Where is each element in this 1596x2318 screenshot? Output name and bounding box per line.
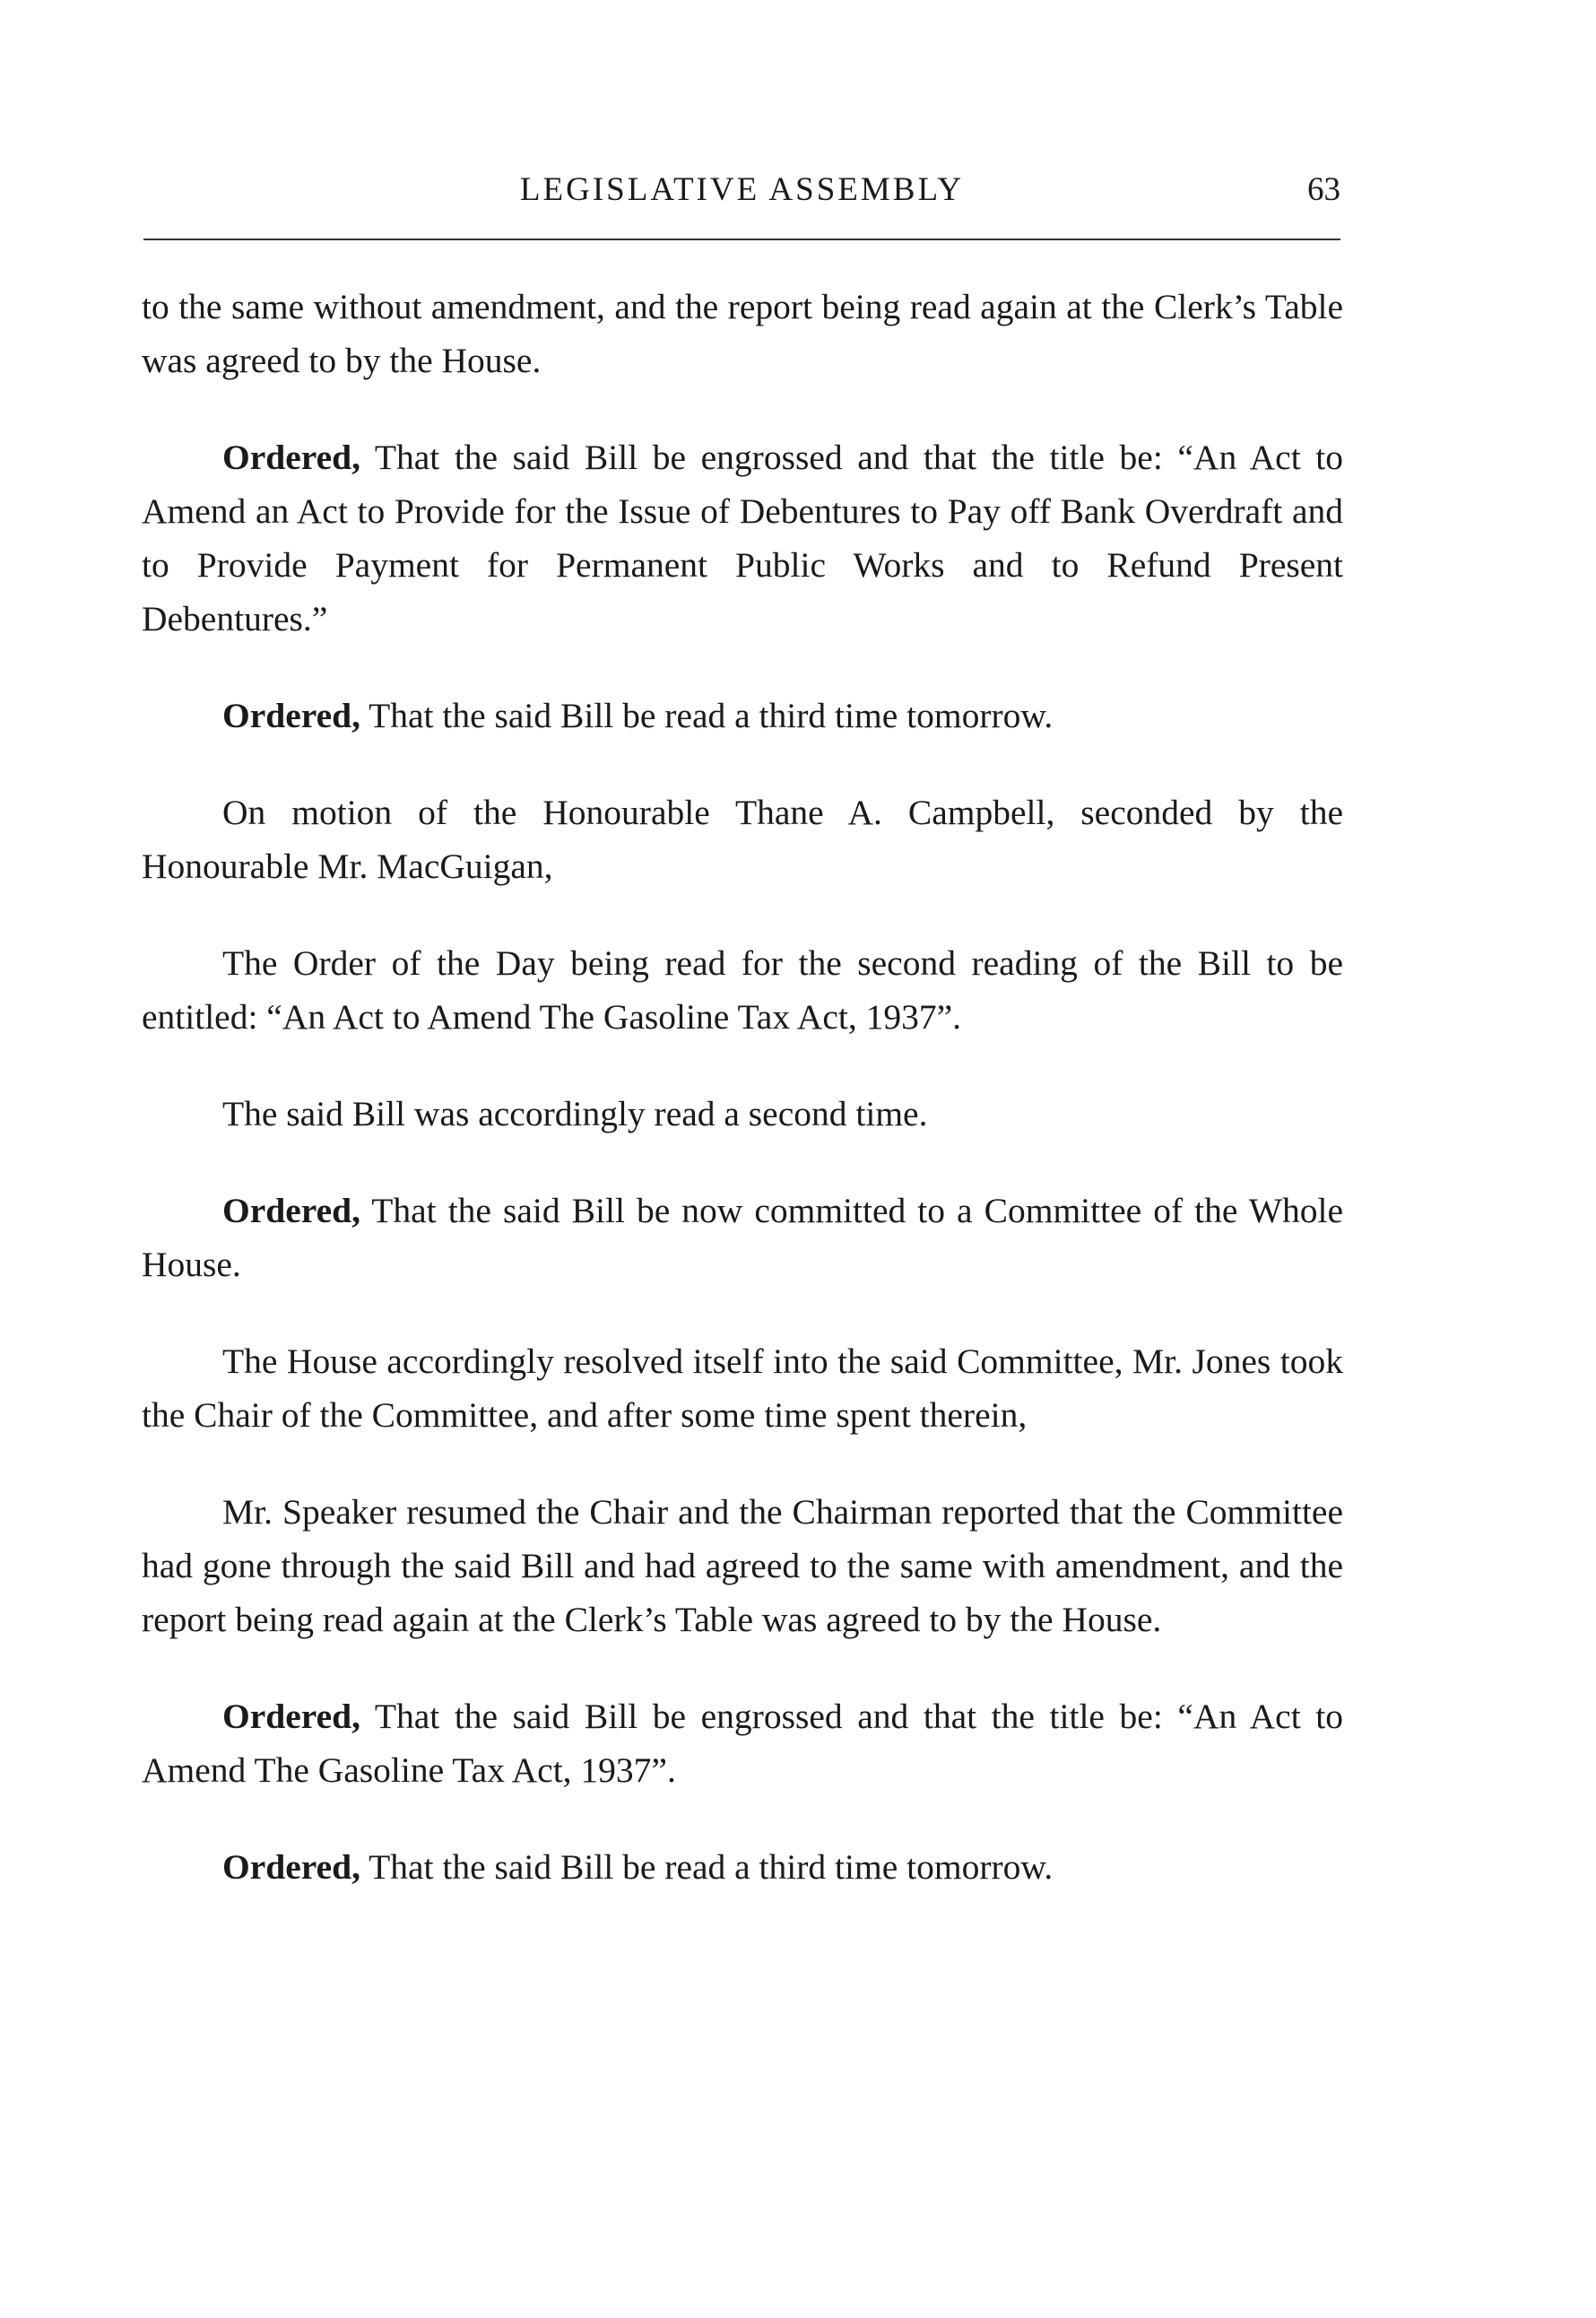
paragraph — [142, 1184, 1343, 1291]
paragraph-text: The Order of the Day being read for the second reading of the Bill to be entitled: “An Act to Amend The Gasoline Tax Act, 1937”. — [142, 943, 1343, 1037]
paragraph-lead: Ordered, — [222, 1847, 360, 1887]
paragraph-text: to the same without amendment, and the report being read again at the Clerk’s Table was agreed to by the House. — [142, 287, 1343, 380]
paragraph-text: That the said Bill be read a third time tomorrow. — [360, 1847, 1054, 1887]
page-number: 63 — [1307, 171, 1340, 208]
paragraph — [142, 1840, 1343, 1894]
paragraph-lead: Ordered, — [222, 1191, 360, 1230]
paragraph — [142, 1334, 1343, 1442]
paragraph-lead: Ordered, — [222, 438, 360, 477]
paragraph-text: That the said Bill be engrossed and that the title be: “An Act to Amend an Act to Provide for the Issue of Debentures to Pay off Bank Overdraft and to Provide Payment for Permanent Public Works and to Refund Present Debentures.” — [142, 438, 1343, 638]
paragraph-text: That the said Bill be now committed to a Committee of the Whole House. — [142, 1191, 1343, 1284]
header-rule — [143, 239, 1340, 240]
paragraph-text: On motion of the Honourable Thane A. Campbell, seconded by the Honourable Mr. MacGuigan, — [142, 793, 1343, 886]
running-head: LEGISLATIVE ASSEMBLY — [519, 171, 965, 208]
paragraph — [142, 786, 1343, 893]
paragraph — [142, 1485, 1343, 1646]
paragraph-text: Mr. Speaker resumed the Chair and the Chairman reported that the Committee had gone through the said Bill and had agreed to the same with amendment, and the report being read again at the Clerk’s Table was agreed to by the House. — [142, 1492, 1343, 1639]
paragraph — [142, 936, 1343, 1044]
paragraph-lead: Ordered, — [222, 696, 360, 735]
paragraph-text: That the said Bill be read a third time tomorrow. — [360, 696, 1054, 735]
paragraph-text: The said Bill was accordingly read a second time. — [222, 1094, 928, 1133]
paragraph — [142, 280, 1343, 387]
paragraph — [142, 689, 1343, 742]
body-text — [142, 280, 1343, 1937]
paragraph-text: The House accordingly resolved itself into the said Committee, Mr. Jones took the Chair of the Committee, and after some time spent therein, — [142, 1341, 1343, 1435]
paragraph — [142, 1087, 1343, 1141]
paragraph-lead: Ordered, — [222, 1697, 360, 1736]
page-header — [143, 170, 1340, 224]
paragraph-text: That the said Bill be engrossed and that the title be: “An Act to Amend The Gasoline Tax Act, 1937”. — [142, 1697, 1343, 1790]
paragraph — [142, 430, 1343, 646]
paragraph — [142, 1689, 1343, 1797]
